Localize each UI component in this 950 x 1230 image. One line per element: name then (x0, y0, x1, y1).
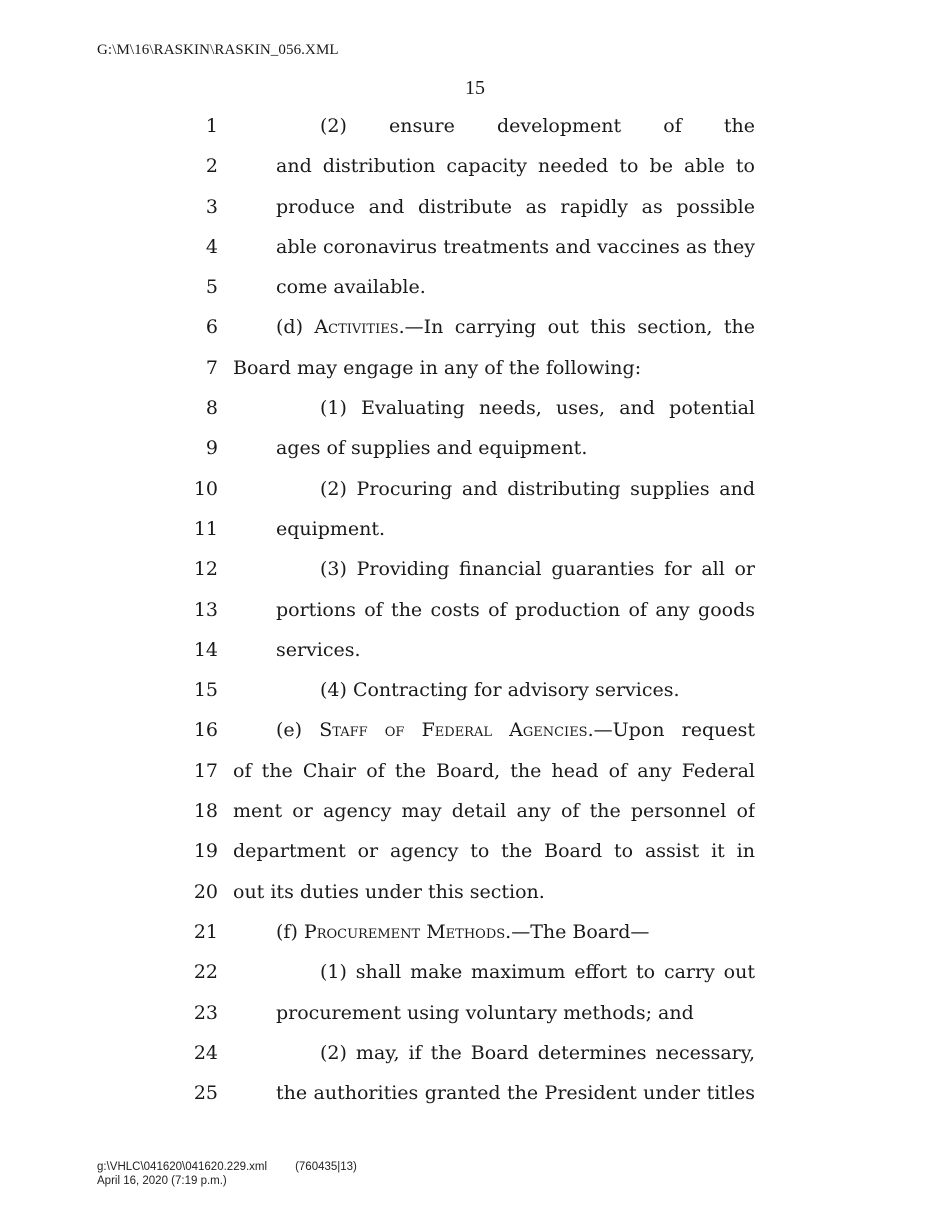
line-25 (0, 1079, 950, 1119)
line-2 (0, 152, 950, 192)
line-text (276, 918, 755, 946)
line-number: 25 (193, 1082, 218, 1105)
file-path-header: G:\M\16\RASKIN\RASKIN_056.XML (97, 42, 339, 58)
footer-line-1 (97, 1160, 357, 1174)
line-number: 12 (193, 558, 218, 581)
text-run: the authorities granted the President under titles (276, 1082, 755, 1105)
text-run: (e) (276, 719, 320, 742)
line-text (233, 354, 755, 382)
line-text (233, 878, 755, 906)
text-run: procurement using voluntary methods; and (276, 1001, 694, 1024)
line-8 (0, 394, 950, 434)
text-run: ages of supplies and equipment. (276, 437, 588, 460)
line-number: 20 (193, 880, 218, 903)
text-run: produce and distribute as rapidly as possible (276, 195, 755, 218)
text-run: .—In carrying out this section, the (398, 316, 755, 339)
text-run: (3) Providing financial guaranties for all or (320, 558, 755, 581)
line-text (233, 837, 755, 865)
text-run: (f) (276, 920, 304, 943)
line-22 (0, 958, 950, 998)
line-number: 24 (193, 1041, 218, 1064)
line-text (276, 636, 755, 664)
line-number: 4 (205, 235, 218, 258)
line-text (320, 394, 755, 422)
footer-code: (760435|13) (295, 1161, 357, 1173)
line-text (276, 152, 755, 180)
line-text (276, 233, 755, 261)
line-text (276, 434, 755, 462)
line-number: 11 (193, 517, 218, 540)
text-run: and distribution capacity needed to be able to (276, 155, 755, 178)
line-number: 1 (205, 115, 218, 137)
line-text (276, 313, 755, 341)
line-3 (0, 193, 950, 233)
line-number: 18 (193, 800, 218, 823)
line-number: 15 (193, 679, 218, 702)
line-number: 23 (193, 1001, 218, 1024)
line-number: 16 (193, 719, 218, 742)
text-run: Board may engage in any of the following: (233, 356, 642, 379)
text-run: of the Chair of the Board, the head of any Federal (233, 759, 755, 782)
line-text (276, 515, 755, 543)
text-run: (d) (276, 316, 315, 339)
footer-date: April 16, 2020 (7:19 p.m.) (97, 1175, 227, 1187)
line-23 (0, 999, 950, 1039)
line-text (320, 475, 755, 503)
document-footer (97, 1160, 357, 1188)
line-number: 14 (193, 638, 218, 661)
line-5 (0, 273, 950, 313)
section-heading: Activities (314, 316, 399, 339)
line-text (320, 958, 755, 986)
line-text (233, 757, 755, 785)
line-text (276, 999, 755, 1027)
text-run: able coronavirus treatments and vaccines as they (276, 235, 755, 258)
line-number: 10 (193, 477, 218, 500)
page-number: 15 (465, 77, 485, 99)
section-heading: Staff of Federal Agencies (319, 719, 588, 742)
line-6 (0, 313, 950, 353)
line-17 (0, 757, 950, 797)
line-text (276, 1079, 755, 1107)
line-number: 19 (193, 840, 218, 863)
text-run: (2) Procuring and distributing supplies and (320, 477, 755, 500)
line-number: 8 (205, 397, 218, 420)
line-10 (0, 475, 950, 515)
line-number: 22 (193, 961, 218, 984)
text-run: equipment. (276, 517, 386, 540)
line-text (276, 716, 755, 744)
line-text (320, 555, 755, 583)
text-run: come available. (276, 276, 426, 299)
line-number: 2 (205, 155, 218, 178)
line-number: 7 (205, 356, 218, 379)
text-run: (2) may, if the Board determines necessary, (320, 1041, 755, 1064)
line-number: 17 (193, 759, 218, 782)
line-text (276, 193, 755, 221)
line-number: 13 (193, 598, 218, 621)
line-number: 21 (193, 920, 218, 943)
line-18 (0, 797, 950, 837)
text-run: out its duties under this section. (233, 880, 545, 903)
line-20 (0, 878, 950, 918)
text-run: .—The Board— (505, 920, 650, 943)
text-run: .—Upon request (587, 719, 755, 742)
line-13 (0, 596, 950, 636)
line-number: 3 (205, 195, 218, 218)
line-text (320, 1039, 755, 1067)
line-21 (0, 918, 950, 958)
line-text (320, 676, 755, 704)
footer-file-ref: g:\VHLC\041620\041620.229.xml (97, 1161, 268, 1173)
line-number: 9 (205, 437, 218, 460)
text-run: (2) ensure development of the (320, 115, 755, 137)
line-7 (0, 354, 950, 394)
line-15 (0, 676, 950, 716)
line-1 (0, 112, 950, 152)
text-run: (1) Evaluating needs, uses, and potential (320, 397, 755, 420)
section-heading: Procurement Methods (303, 920, 506, 943)
line-4 (0, 233, 950, 273)
line-24 (0, 1039, 950, 1079)
line-11 (0, 515, 950, 555)
line-12 (0, 555, 950, 595)
line-number: 5 (205, 276, 218, 299)
line-text (320, 112, 755, 140)
line-text (233, 797, 755, 825)
text-run: ment or agency may detail any of the personnel of (233, 800, 755, 823)
line-16 (0, 716, 950, 756)
line-text (276, 596, 755, 624)
line-14 (0, 636, 950, 676)
line-9 (0, 434, 950, 474)
text-run: (1) shall make maximum effort to carry out (320, 961, 755, 984)
line-number: 6 (205, 316, 218, 339)
line-text (276, 273, 755, 301)
bill-text (0, 112, 950, 1119)
text-run: services. (276, 638, 361, 661)
line-19 (0, 837, 950, 877)
text-run: (4) Contracting for advisory services. (320, 679, 680, 702)
text-run: portions of the costs of production of any goods (276, 598, 755, 621)
text-run: department or agency to the Board to assist it in (233, 840, 755, 863)
